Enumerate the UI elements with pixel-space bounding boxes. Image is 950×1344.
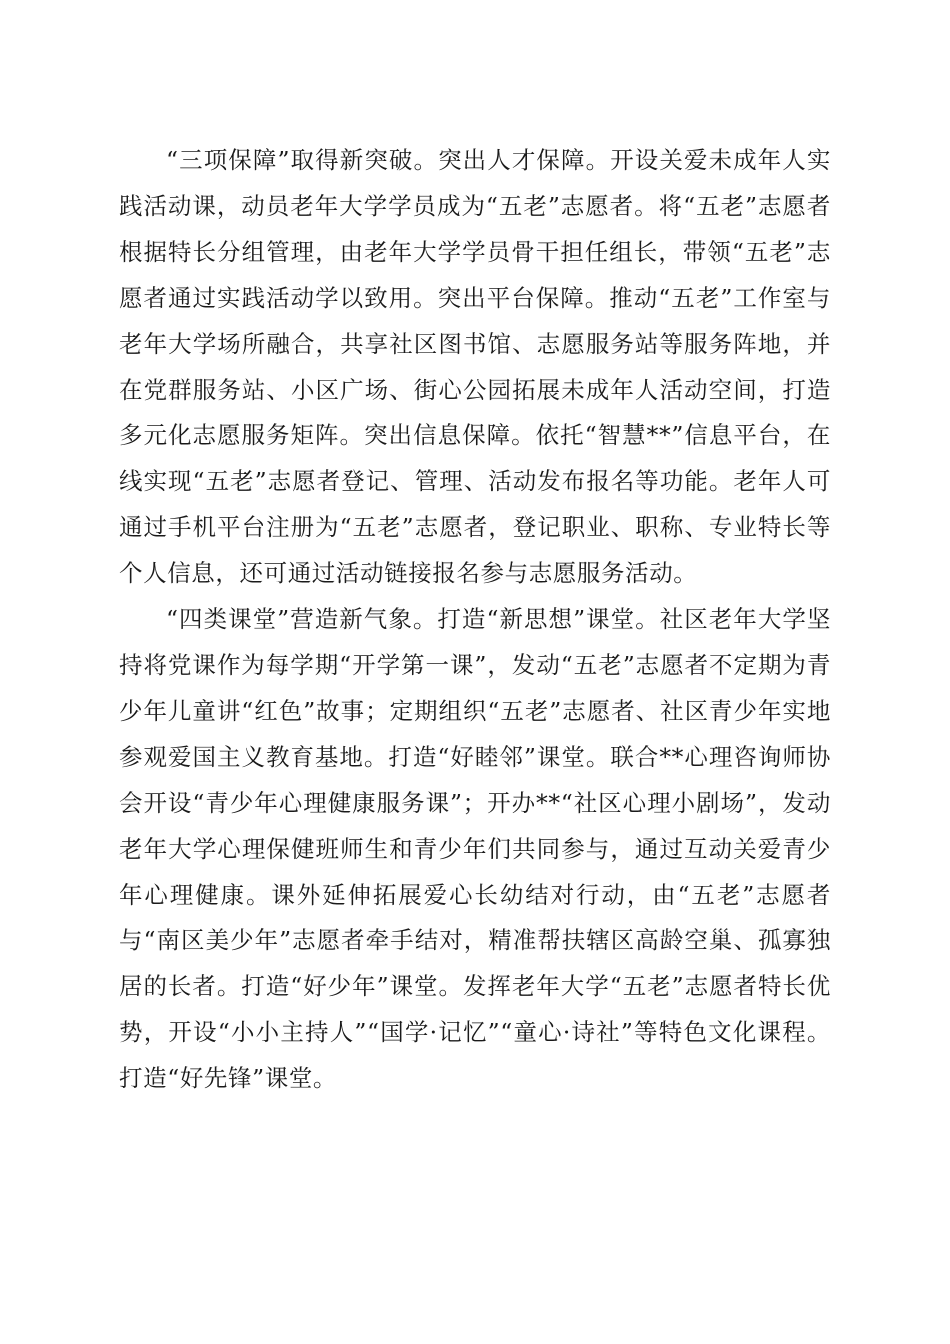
paragraph-three-guarantees: “三项保障”取得新突破。突出人才保障。开设关爱未成年人实践活动课，动员老年大学学员成为“五老”志愿者。将“五老”志愿者根据特长分组管理，由老年大学学员骨干担任组长，带领“五老”志愿者通过实践活动学以致用。突出平台保障。推动“五老”工作室与老年大学场所融合，共享社区图书馆、志愿服务站等服务阵地，并在党群服务站、小区广场、街心公园拓展未成年人活动空间，打造多元化志愿服务矩阵。突出信息保障。依托“智慧**”信息平台，在线实现“五老”志愿者登记、管理、活动发布报名等功能。老年人可通过手机平台注册为“五老”志愿者，登记职业、职称、专业特长等个人信息，还可通过活动链接报名参与志愿服务活动。: [119, 146, 831, 588]
document-body: [119, 138, 831, 1102]
paragraph-four-classrooms: “四类课堂”营造新气象。打造“新思想”课堂。社区老年大学坚持将党课作为每学期“开学第一课”，发动“五老”志愿者不定期为青少年儿童讲“红色”故事；定期组织“五老”志愿者、社区青少年实地参观爱国主义教育基地。打造“好睦邻”课堂。联合**心理咨询师协会开设“青少年心理健康服务课”；开办**“社区心理小剧场”，发动老年大学心理保健班师生和青少年们共同参与，通过互动关爱青少年心理健康。课外延伸拓展爱心长幼结对行动，由“五老”志愿者与“南区美少年”志愿者牵手结对，精准帮扶辖区高龄空巢、孤寡独居的长者。打造“好少年”课堂。发挥老年大学“五老”志愿者特长优势，开设“小小主持人”“国学·记忆”“童心·诗社”等特色文化课程。打造“好先锋”课堂。: [119, 605, 831, 1093]
